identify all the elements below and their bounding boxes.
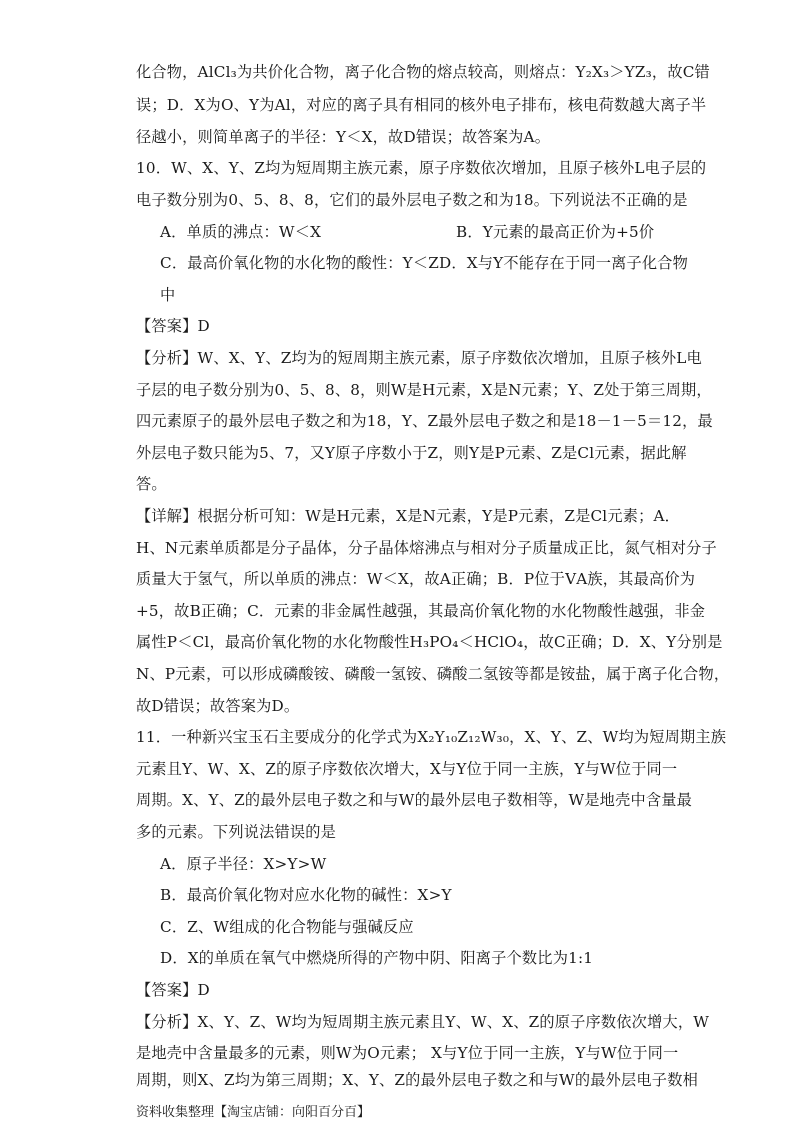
analysis-line: 外层电子数只能为5、7，又Y原子序数小于Z，则Y是P元素、Z是Cl元素，据此解 — [136, 444, 687, 462]
question-11-stem: 周期。X、Y、Z的最外层电子数之和与W的最外层电子数相等，W是地壳中含量最 — [136, 791, 693, 809]
option-d: D．X的单质在氧气中燃烧所得的产物中阴、阳离子个数比为1:1 — [160, 949, 594, 967]
analysis-line: 四元素原子的最外层电子数之和为18，Y、Z最外层电子数之和是18－1－5＝12，最 — [136, 412, 713, 430]
analysis-line: 是地壳中含量最多的元素，则W为O元素； X与Y位于同一主族，Y与W位于同一 — [136, 1044, 679, 1062]
option-c-d: C．最高价氧化物的水化物的酸性：Y＜ZD．X与Y不能存在于同一离子化合物 — [160, 254, 689, 272]
detail-line: +5，故B正确；C．元素的非金属性越强，其最高价氧化物的水化物酸性越强，非金 — [136, 602, 706, 620]
question-10-stem: 10．W、X、Y、Z均为短周期主族元素，原子序数依次增加，且原子核外L电子层的 — [136, 159, 707, 177]
analysis-line: 【分析】W、X、Y、Z均为的短周期主族元素，原子序数依次增加，且原子核外L电 — [136, 349, 702, 367]
detail-line: 【详解】根据分析可知：W是H元素，X是N元素，Y是P元素，Z是Cl元素；A． — [136, 507, 681, 525]
question-11-stem: 元素且Y、W、X、Z的原子序数依次增大，X与Y位于同一主族，Y与W位于同一 — [136, 760, 678, 778]
detail-line: 属性P＜Cl，最高价氧化物的水化物酸性H₃PO₄＜HClO₄，故C正确；D．X、Y分别是 — [136, 633, 723, 651]
text-line: 误；D．X为O、Y为Al，对应的离子具有相同的核外电子排布，核电荷数越大离子半 — [136, 96, 707, 114]
answer-label: 【答案】D — [136, 317, 210, 335]
detail-line: 质量大于氢气，所以单质的沸点：W＜X，故A正确；B．P位于ⅤA族，其最高价为 — [136, 570, 696, 588]
detail-line: H、N元素单质都是分子晶体，分子晶体熔沸点与相对分子质量成正比，氮气相对分子 — [136, 539, 717, 557]
question-11-stem: 多的元素。下列说法错误的是 — [136, 823, 337, 841]
analysis-line: 答。 — [136, 475, 167, 493]
analysis-line: 子层的电子数分别为0、5、8、8，则W是H元素，X是N元素；Y、Z处于第三周期， — [136, 381, 712, 399]
option-c: C．Z、W组成的化合物能与强碱反应 — [160, 918, 414, 936]
option-b: B．最高价氧化物对应水化物的碱性：X>Y — [160, 886, 452, 904]
option-a: A．单质的沸点：W＜X — [160, 223, 322, 241]
text-line: 径越小，则简单离子的半径：Y＜X，故D错误；故答案为A。 — [136, 128, 551, 146]
analysis-line: 周期，则X、Z均为第三周期；X、Y、Z的最外层电子数之和与W的最外层电子数相 — [136, 1071, 698, 1089]
detail-line: 故D错误；故答案为D。 — [136, 697, 300, 715]
question-11-stem: 11．一种新兴宝玉石主要成分的化学式为X₂Y₁₀Z₁₂W₃₀，X、Y、Z、W均为短周期主族 — [136, 728, 727, 746]
question-10-stem: 电子数分别为0、5、8、8，它们的最外层电子数之和为18。下列说法不正确的是 — [136, 191, 688, 209]
text-line: 化合物，AlCl₃为共价化合物，离子化合物的熔点较高，则熔点：Y₂X₃＞YZ₃，故C错 — [136, 63, 710, 81]
option-b: B．Y元素的最高正价为+5价 — [456, 223, 655, 241]
answer-label: 【答案】D — [136, 981, 210, 999]
detail-line: N、P元素，可以形成磷酸铵、磷酸一氢铵、磷酸二氢铵等都是铵盐，属于离子化合物， — [136, 665, 730, 683]
footer-watermark: 资料收集整理【淘宝店铺：向阳百分百】 — [136, 1105, 371, 1120]
option-d-cont: 中 — [160, 286, 176, 304]
analysis-line: 【分析】X、Y、Z、W均为短周期主族元素且Y、W、X、Z的原子序数依次增大，W — [136, 1013, 710, 1031]
option-a: A．原子半径：X>Y>W — [160, 855, 327, 873]
